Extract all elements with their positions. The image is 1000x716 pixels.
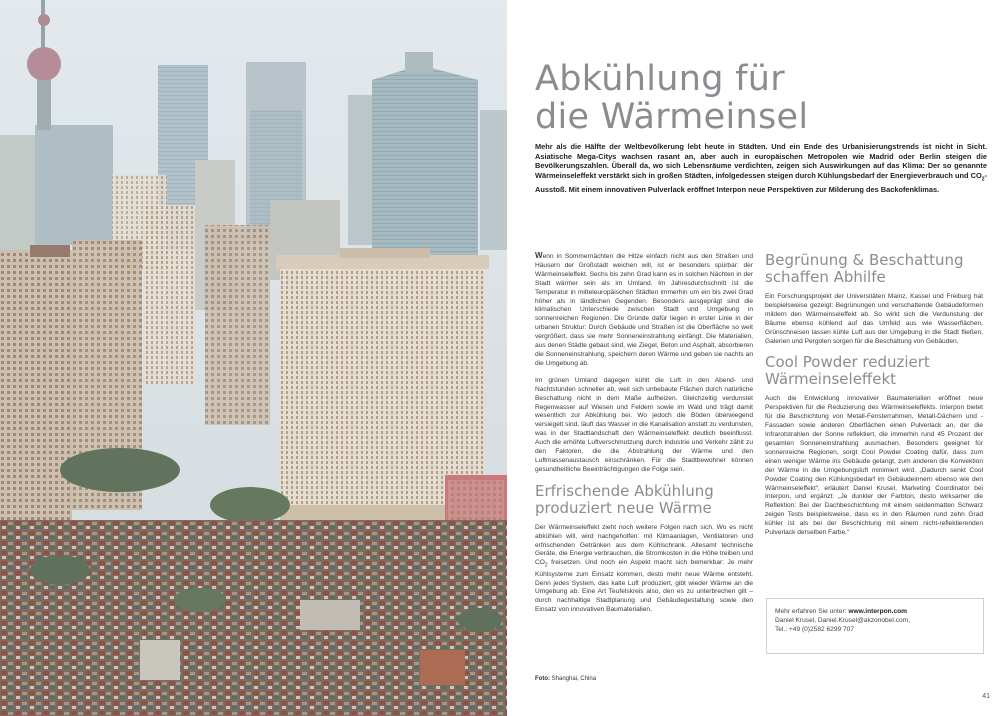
info-contact-email: Daniel Krusel, Daniel.Krusel@akzonobel.com, bbox=[775, 617, 910, 624]
heading-cooling-line-2: produziert neue Wärme bbox=[535, 498, 712, 517]
paragraph-intro bbox=[535, 252, 753, 369]
paragraph-intro-text: enn in Sommernächten die Hitze einfach nicht aus den Straßen und Häusern der Großstadt weichen will, ist er besonders spürbar: der Wärmeinseleffekt. Sechs bis zehn Grad kann es in solchen Nächten in der Stadt wärmer sein als im Umland. Im Jahresdurchschnitt ist die Temperatur in mitteleuropäischen Städten immerhin um ein bis zwei Grad höher als in ländlichen Gegenden. Besonders ausgeprägt sind die klimatischen Unterschiede zwischen Stadt und Umgebung in sonnenreichen Regionen. Die Gründe dafür liegen in erster Linie in der urbanen Struktur: Durch Gebäude und Straßen ist die Oberfläche so weit vergrößert, dass sie mehr Sonneneinstrahlung einfängt. Die Materialien, aus denen Städte gebaut sind, wie Ziegel, Beton und Asphalt, absorbieren die Sonneneinstrahlung, speichern deren Wärme und geben sie nachts an die Umgebung ab. bbox=[535, 253, 753, 367]
lead-subscript: 2 bbox=[981, 176, 985, 183]
paragraph-cooling bbox=[535, 524, 753, 615]
interpon-website-link[interactable]: www.interpon.com bbox=[848, 608, 908, 615]
heading-cooling-line-1: Erfrischende Abkühlung bbox=[535, 481, 714, 500]
caption-label: Foto: bbox=[535, 676, 550, 682]
heading-greening bbox=[765, 252, 983, 286]
heading-cool-powder bbox=[765, 354, 983, 388]
info-more-prefix: Mehr erfahren Sie unter: bbox=[775, 608, 849, 615]
heading-cooling bbox=[535, 483, 753, 517]
contact-info-box bbox=[766, 598, 984, 654]
photo-caption bbox=[535, 676, 596, 682]
lead-part-1: Mehr als die Hälfte der Weltbevölkerung lebt heute in Städten. Und ein Ende des Urbanisierungstrends ist nicht in Sicht. Asiatische Mega-Citys wachsen rasant an, aber auch in europäischen Metropolen wie Madrid oder Berlin steigen die Bevölkerungszahlen. Überall da, wo sich Lebensräume verdichten, zeigen sich Auswirkungen auf das Klima: Der so genannte Wärmeinseleffekt verstärkt sich in großen Städten, infolgedessen steigen durch Kühlungsbedarf der Energieverbrauch und CO bbox=[535, 142, 987, 180]
paragraph-cooling-subscript: 2 bbox=[544, 562, 548, 569]
paragraph-cool-powder: Auch die Entwicklung innovativer Baumaterialien eröffnet neue Perspektiven für die Reduzierung des Wärmeinseleffekts. Interpon bietet für die Beschichtung von Metall-Fensterrahmen, Metall-Dächern und -Fassaden sowie anderen Oberflächen einen Pulverlack an, der die Infrarotstrahlen der Sonne reflektiert, die immerhin rund 45 Prozent der gesamten Sonneneinstrahlung ausmachen. Besonders geeignet für sonnenreiche Regionen, sorgt Cool Powder Coating dafür, dass zum einen weniger Wärme ins Gebäude gelangt, zum anderen die Konvektion der Wärme in die Umgebungsluft minimiert wird. „Dadurch senkt Cool Powder Coating den Kühlungsbedarf im Gebäudeinnern ebenso wie den Wärmeinseleffekt“, erläutert Daniel Krusel, Marketing Coordinator bei Interpon, und ergänzt: „Je dunkler der Farbton, desto wirksamer die Reflektion: Bei der Dachbeschichtung mit einem seidenmatten Schwarz zeigen Tests beispielsweise, dass es in den Räumen rund zehn Grad kühler ist als bei der Beschichtung mit einem nicht-reflektierenden Pulverlack derselben Farbe.“ bbox=[765, 395, 983, 537]
article-lead bbox=[535, 142, 987, 194]
paragraph-countryside: Im grünen Umland dagegen kühlt die Luft in den Abend- und Nachtstunden schneller ab, weil sich unbebaute Flächen durch natürliche Beschattung nicht in dem Maße aufheizen. Gleichzeitig verdunstet Regenwasser auf Wiesen und Feldern sowie im Wald und trägt damit wesentlich zur Abkühlung bei. Wo jedoch die Böden überwiegend versiegelt sind, läuft das Wasser in die Kanalisation anstatt zu verdunsten, was in der Stadtlandschaft den Wärmeinseleffekt deutlich beeinflusst. Auch die erhöhte Luftverschmutzung durch Industrie und Verkehr zählt zu den Faktoren, die die Abstrahlung der Wärme und den Luftmassenaustausch einschränken. Für die Stadtbewohner können gesundheitliche Beeinträchtigungen die Folge sein. bbox=[535, 376, 753, 473]
article-page bbox=[507, 0, 1000, 716]
caption-text: Shanghai, China bbox=[550, 676, 597, 682]
info-contact-phone: Tel.: +49 (0)2582 6299 707 bbox=[775, 626, 855, 633]
heading-cool-powder-line-2: Wärmeinseleffekt bbox=[765, 370, 897, 389]
info-more-line bbox=[775, 607, 975, 616]
text-column-left bbox=[535, 252, 753, 623]
paragraph-cooling-part-1: Der Wärmeinseleffekt zieht noch weitere Folgen nach sich. Wo es nicht abkühlen will, wird nachgeholfen: mit Klimaanlagen, Ventilatoren und erfrischenden Getränken aus dem Kühlschrank. Allesamt technische Geräte, die Energie verbrauchen, die Stromkosten in die Höhe treiben und CO bbox=[535, 523, 753, 567]
heading-greening-line-1: Begrünung & Beschattung bbox=[765, 251, 964, 269]
drop-cap: W bbox=[535, 251, 543, 260]
title-line-2: die Wärmeinsel bbox=[535, 97, 809, 137]
heading-cool-powder-line-1: Cool Powder reduziert bbox=[765, 353, 930, 372]
title-line-1: Abkühlung für bbox=[535, 59, 785, 99]
heading-greening-line-2: schaffen Abhilfe bbox=[765, 268, 886, 286]
paragraph-cooling-part-2: freisetzen. Und noch ein Aspekt macht sich bemerkbar: Je mehr Kühlsysteme zum Einsatz kommen, desto mehr neue Wärme entsteht. Denn jedes System, das kalte Luft produziert, gibt wieder Wärme an die Umgebung ab. Eine Art Teufelskreis also, den es zu unterbrechen gilt – durch nachhaltige Stadtplanung und Gebäudegestaltung sowie den Einsatz von innovativen Baumaterialien. bbox=[535, 559, 753, 614]
article-title bbox=[535, 60, 975, 136]
lead-part-2: -Ausstoß. Mit einem innovativen Pulverlack eröffnet Interpon neue Perspektiven zur Milderung des Backofenklimas. bbox=[535, 170, 987, 194]
text-column-right bbox=[765, 252, 983, 546]
paragraph-greening: Ein Forschungsprojekt der Universitäten Mainz, Kassel und Freiburg hat beispielsweise gezeigt: Begrünungen und verschattende Gebäudeformen mildern den Wärmeinseleffekt ab. So wirkt sich die Verdunstung der Bäume ebenso kühlend auf das Umfeld aus wie Wasserflächen, Grünschneisen lassen kühle Luft aus der Umgebung in die Stadt fließen, Galerien und Pergolen sorgen für die Beschattung von Gebäuden. bbox=[765, 293, 983, 345]
page-number: 41 bbox=[982, 693, 990, 700]
